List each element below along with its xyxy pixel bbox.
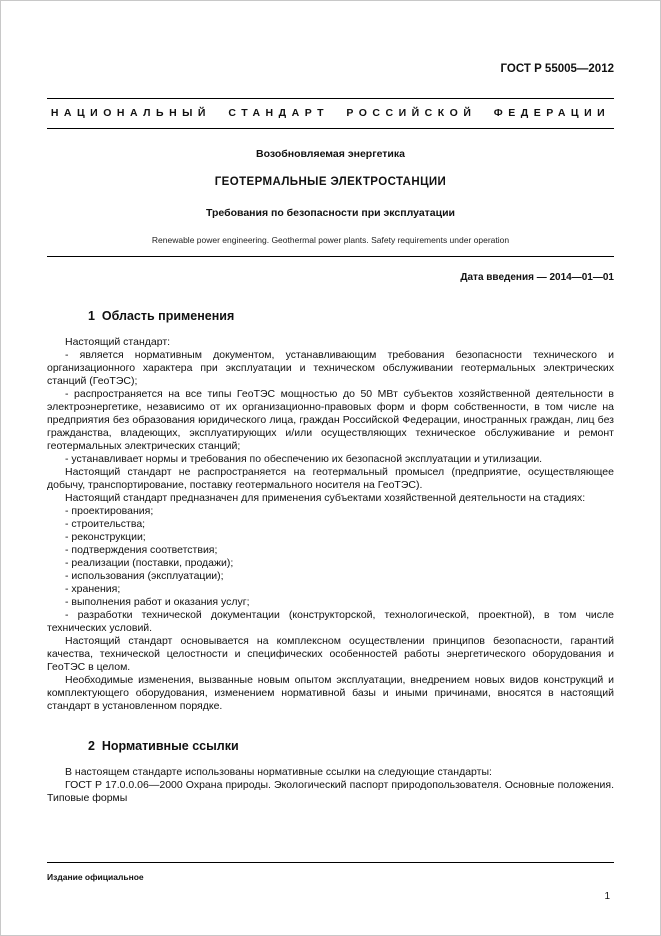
english-title: Renewable power engineering. Geothermal power plants. Safety requirements under operation — [151, 235, 510, 245]
main-title: ГЕОТЕРМАЛЬНЫЕ ЭЛЕКТРОСТАНЦИИ — [214, 176, 447, 188]
paragraph: Необходимые изменения, вызванные новым опытом эксплуатации, внедрением новых видов конструкций и комплектующего оборудования, изменением нормативной базы и иными причинами, вносятся в настоящий стандарт в установленном порядке. — [47, 674, 614, 712]
national-standard-banner — [47, 98, 614, 129]
section-2-body — [47, 766, 614, 805]
page-number: 1 — [604, 891, 610, 902]
title-divider — [47, 256, 614, 257]
paragraph: Настоящий стандарт: — [65, 336, 171, 348]
paragraph: - выполнения работ и оказания услуг; — [65, 596, 250, 608]
paragraph: ГОСТ Р 17.0.0.06—2000 Охрана природы. Экологический паспорт природопользователя. Основные положения. Типовые формы — [47, 779, 614, 804]
paragraph: - разработки технической документации (конструкторской, технологической, проектной), в том числе технических условий. — [47, 609, 614, 634]
subject-area-title: Возобновляемая энергетика — [256, 148, 405, 160]
paragraph: - хранения; — [65, 583, 121, 595]
footer-divider — [47, 862, 614, 863]
paragraph: - реконструкции; — [65, 531, 146, 543]
paragraph: - является нормативным документом, устанавливающим требования безопасности технического и организационного характера при эксплуатации и техническом обслуживании геотермальных электрических станций (ГеоТЭС); — [47, 349, 614, 387]
paragraph: - реализации (поставки, продажи); — [65, 557, 234, 569]
paragraph: - проектирования; — [65, 505, 154, 517]
title-block — [47, 148, 614, 245]
introduction-date: Дата введения — 2014—01—01 — [460, 272, 614, 283]
section-1-body — [47, 336, 614, 713]
paragraph: - устанавливает нормы и требования по обеспечению их безопасной эксплуатации и утилизации. — [65, 453, 543, 465]
paragraph: - строительства; — [65, 518, 146, 530]
paragraph: Настоящий стандарт предназначен для применения субъектами хозяйственной деятельности на стадиях: — [65, 492, 586, 504]
paragraph: Настоящий стандарт основывается на комплексном осуществлении принципов безопасности, гарантий качества, технической целостности и специфических особенностей работы энергетического оборудования и ГеоТЭС в целом. — [47, 635, 614, 673]
paragraph: - подтверждения соответствия; — [65, 544, 218, 556]
subtitle: Требования по безопасности при эксплуатации — [205, 207, 456, 219]
edition-note: Издание официальное — [47, 872, 144, 882]
national-standard-text: НАЦИОНАЛЬНЫЙ СТАНДАРТ РОССИЙСКОЙ ФЕДЕРАЦИИ — [50, 107, 611, 119]
paragraph: - распространяется на все типы ГеоТЭС мощностью до 50 МВт субъектов хозяйственной деятельности в электроэнергетике, независимо от их организационно-правовых форм и форм собственности, в том числе на предприятия без образования юридического лица, граждан Российской Федерации, иностранных граждан, лиц без гражданства, владеющих, эксплуатирующих и/или осуществляющих техническое обслуживание и ремонт геотермальных электрических станций; — [47, 388, 614, 452]
paragraph: - использования (эксплуатации); — [65, 570, 224, 582]
paragraph: Настоящий стандарт не распространяется на геотермальный промысел (предприятие, осуществляющее добычу, транспортирование, поставку геотермального носителя на ГеоТЭС). — [47, 466, 614, 491]
section-2-heading: 2 Нормативные ссылки — [88, 739, 239, 753]
doc-number: ГОСТ Р 55005—2012 — [500, 63, 614, 75]
paragraph: В настоящем стандарте использованы нормативные ссылки на следующие стандарты: — [65, 766, 492, 778]
section-1-heading: 1 Область применения — [88, 309, 235, 323]
